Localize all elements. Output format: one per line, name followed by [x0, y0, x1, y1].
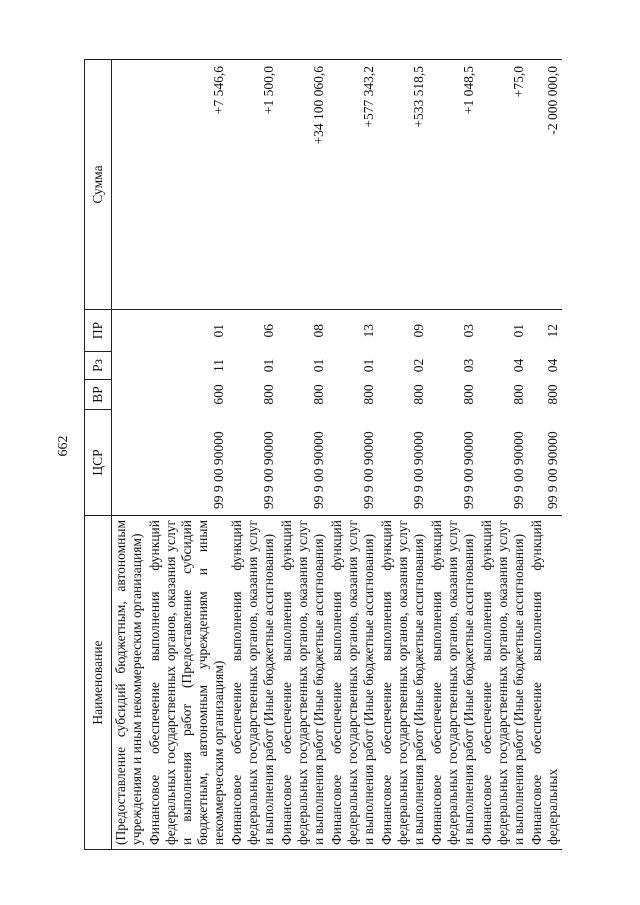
rotated-table-container: [84, 60, 589, 850]
cell-vr: 800: [545, 384, 560, 405]
cell-vr: 800: [411, 384, 426, 405]
page-number: 662: [56, 435, 71, 457]
cell-rz: 01: [311, 358, 326, 373]
header-name: Наименование: [85, 516, 112, 850]
cell-rz: 01: [361, 358, 376, 373]
cell-csr: 99 9 00 90000: [545, 431, 560, 509]
cell-sum: [112, 60, 147, 310]
header-sum: Сумма: [85, 60, 112, 310]
table-header-row: [85, 60, 112, 850]
budget-table: [84, 59, 562, 850]
cell-name: Финансовое обеспечение выполнения функций федеральных государственных органов, оказания услуг и выполнения работ (Иные бюджетные ассигнования): [478, 516, 528, 850]
cell-csr: 99 9 00 90000: [461, 431, 476, 509]
cell-rz: 04: [511, 358, 526, 373]
cell-pr: 12: [545, 324, 560, 338]
cell-csr: 99 9 00 90000: [511, 431, 526, 509]
cell-vr: 800: [461, 384, 476, 405]
cell-pr: 09: [411, 324, 426, 338]
table-row: [278, 60, 328, 850]
cell-sum: +1 048,5: [428, 60, 478, 310]
cell-rz: [112, 352, 147, 380]
cell-sum: +34 100 060,6: [278, 60, 328, 310]
cell-name: Финансовое обеспечение выполнения функций федеральных: [528, 516, 562, 850]
cell-vr: 800: [311, 384, 326, 405]
cell-rz: 01: [261, 358, 276, 373]
cell-csr: 99 9 00 90000: [211, 431, 226, 509]
cell-sum: +75,0: [478, 60, 528, 310]
table-row: [112, 60, 147, 850]
cell-sum: -2 000 000,0: [528, 60, 562, 310]
cell-rz: 03: [461, 358, 476, 373]
cell-pr: 06: [261, 324, 276, 338]
table-row: [328, 60, 378, 850]
cell-csr: 99 9 00 90000: [361, 431, 376, 509]
cell-pr: 01: [511, 324, 526, 338]
cell-rz: 04: [545, 358, 560, 373]
header-csr: ЦСР: [85, 410, 112, 516]
cell-csr: 99 9 00 90000: [261, 431, 276, 509]
cell-name: Финансовое обеспечение выполнения функций федеральных государственных органов, оказания услуг и выполнения работ (Предоставление субсидий бюджетным, автономным учреждениям и иным некоммерческим организациям): [146, 516, 228, 850]
cell-rz: 11: [211, 359, 226, 372]
table-row: [378, 60, 428, 850]
cell-rz: 02: [411, 358, 426, 373]
header-pr: ПР: [85, 310, 112, 352]
table-row: [478, 60, 528, 850]
cell-pr: 08: [311, 324, 326, 338]
table-row: [528, 60, 562, 850]
cell-vr: 800: [261, 384, 276, 405]
table-row: [428, 60, 478, 850]
header-rz: Рз: [85, 352, 112, 380]
cell-name: Финансовое обеспечение выполнения функций федеральных государственных органов, оказания услуг и выполнения работ (Иные бюджетные ассигнования): [378, 516, 428, 850]
cell-csr: 99 9 00 90000: [411, 431, 426, 509]
cell-csr: 99 9 00 90000: [311, 431, 326, 509]
cell-sum: +577 343,2: [328, 60, 378, 310]
cell-vr: 800: [361, 384, 376, 405]
cell-name: (Предоставление субсидий бюджетным, автономным учреждениям и иным некоммерческим организациям): [112, 516, 147, 850]
cell-name: Финансовое обеспечение выполнения функций федеральных государственных органов, оказания услуг и выполнения работ (Иные бюджетные ассигнования): [328, 516, 378, 850]
cell-name: Финансовое обеспечение выполнения функций федеральных государственных органов, оказания услуг и выполнения работ (Иные бюджетные ассигнования): [428, 516, 478, 850]
cell-sum: +7 546,6: [146, 60, 228, 310]
cell-vr: 600: [211, 384, 226, 405]
cell-sum: +1 500,0: [228, 60, 278, 310]
cell-pr: 01: [211, 324, 226, 338]
cell-name: Финансовое обеспечение выполнения функций федеральных государственных органов, оказания услуг и выполнения работ (Иные бюджетные ассигнования): [228, 516, 278, 850]
cell-name: Финансовое обеспечение выполнения функций федеральных государственных органов, оказания услуг и выполнения работ (Иные бюджетные ассигнования): [278, 516, 328, 850]
header-vr: ВР: [85, 380, 112, 410]
cell-pr: [112, 310, 147, 352]
table-row: [146, 60, 228, 850]
cell-vr: 800: [511, 384, 526, 405]
cell-csr: [112, 410, 147, 516]
cell-pr: 03: [461, 324, 476, 338]
cell-sum: +533 518,5: [378, 60, 428, 310]
cell-pr: 13: [361, 324, 376, 338]
cell-vr: [112, 380, 147, 410]
table-row: [228, 60, 278, 850]
